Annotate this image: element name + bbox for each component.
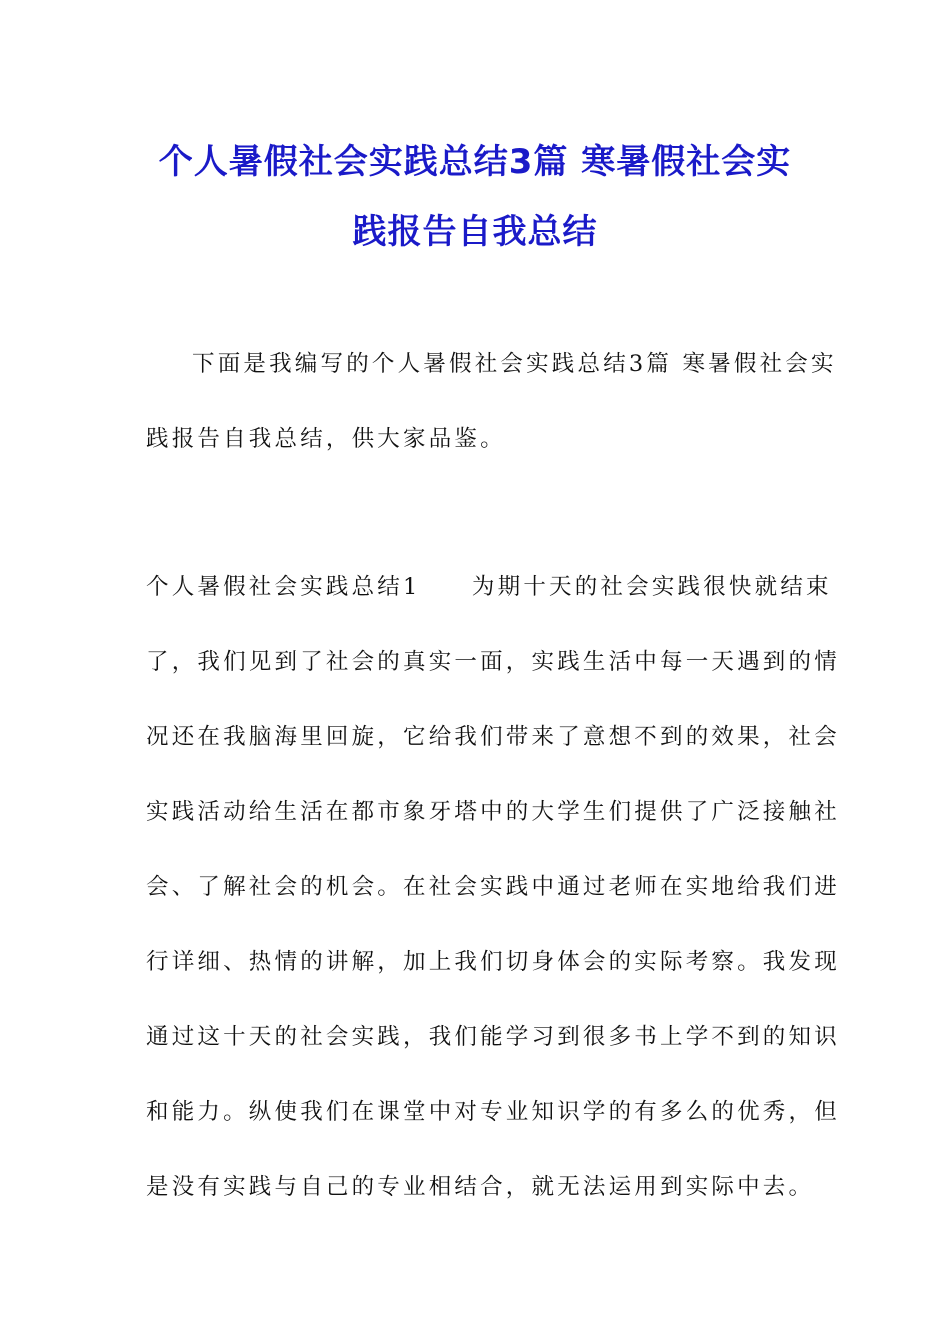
body-line: 行详细、热情的讲解，加上我们切身体会的实际考察。我发现 [146,949,840,975]
body-line: 是没有实践与自己的专业相结合，就无法运用到实际中去。 [146,1174,815,1200]
body-line: 和能力。纵使我们在课堂中对专业知识学的有多么的优秀，但 [146,1099,840,1125]
document-title-line-2: 践报告自我总结 [352,212,598,252]
body-line: 个人暑假社会实践总结1 为期十天的社会实践很快就结束 [146,574,832,600]
intro-line-1: 下面是我编写的个人暑假社会实践总结3篇 寒暑假社会实 [192,351,837,377]
body-line: 会、了解社会的机会。在社会实践中通过老师在实地给我们进 [146,874,840,900]
body-line: 实践活动给生活在都市象牙塔中的大学生们提供了广泛接触社 [146,799,840,825]
body-line: 了，我们见到了社会的真实一面，实践生活中每一天遇到的情 [146,649,840,675]
body-line: 况还在我脑海里回旋，它给我们带来了意想不到的效果，社会 [146,724,840,750]
intro-line-2: 践报告自我总结，供大家品鉴。 [146,426,506,452]
document-title-line-1: 个人暑假社会实践总结3篇 寒暑假社会实 [158,142,792,182]
body-line: 通过这十天的社会实践，我们能学习到很多书上学不到的知识 [146,1024,840,1050]
